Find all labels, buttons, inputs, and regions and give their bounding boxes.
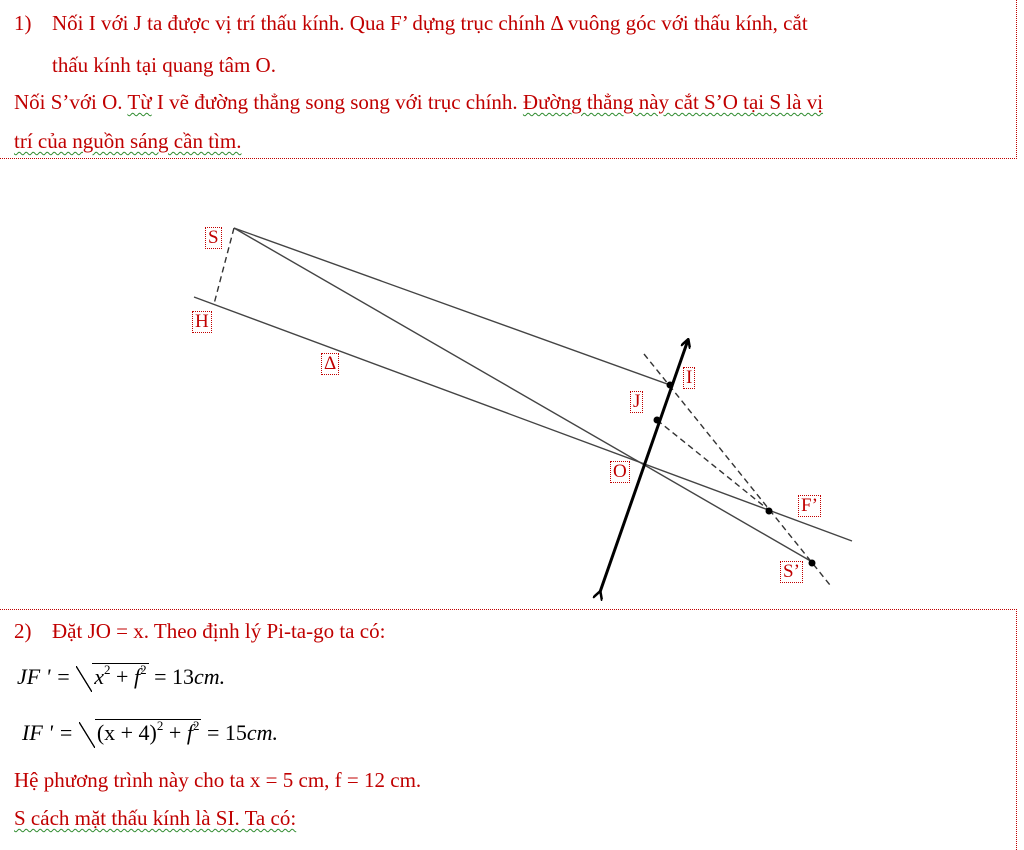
eq1-lhs: JF ' = xyxy=(17,664,71,689)
point-s-image xyxy=(809,560,816,567)
step2-intro: Đặt JO = x. Theo định lý Pi-ta-go ta có: xyxy=(52,619,386,643)
eq2-rhs-value: = 15 xyxy=(206,720,247,745)
eq2-lhs: IF ' = xyxy=(22,720,74,745)
step2-last-line xyxy=(14,805,296,831)
label-f-prime: F’ xyxy=(798,495,821,517)
step1-line1-text: Nối I với J ta được vị trí thấu kính. Qua F’ dựng trục chính Δ vuông góc với thấu kính, cắt xyxy=(52,11,808,35)
step1-number: 1) xyxy=(14,11,32,35)
eq1-rhs-value: = 13 xyxy=(154,664,194,689)
eq1-rhs-unit: cm. xyxy=(194,664,226,689)
eq1-exp-a: 2 xyxy=(104,662,111,677)
eq2-radicand-a: (x + 4) xyxy=(96,720,157,745)
point-j xyxy=(654,417,661,424)
step2-number: 2) xyxy=(14,619,32,643)
principal-axis xyxy=(194,297,852,541)
eq2-exp-b: 2 xyxy=(192,718,200,733)
step1-line4-text: trí của nguồn sáng cần tìm. xyxy=(14,129,242,153)
step2-line1 xyxy=(14,618,385,644)
ray-s-through-o xyxy=(234,228,814,563)
label-o: O xyxy=(610,461,630,483)
eq2-op: + xyxy=(163,720,187,745)
label-s: S xyxy=(205,227,222,249)
label-j: J xyxy=(630,391,643,413)
eq2-rhs-unit: cm. xyxy=(246,720,279,745)
ray-s-to-i xyxy=(234,228,670,385)
eq1-exp-b: 2 xyxy=(140,662,147,677)
step1-line2: thấu kính tại quang tâm O. xyxy=(52,53,276,77)
eq2-exp-a: 2 xyxy=(156,718,164,733)
step2-last-line-text: S cách mặt thấu kính là SI. Ta có: xyxy=(14,806,297,830)
eq2-sqrt xyxy=(79,718,202,748)
eq1-sqrt xyxy=(76,662,148,692)
label-axis-delta: Δ xyxy=(321,353,339,375)
point-f xyxy=(766,508,773,515)
step2-result: Hệ phương trình này cho ta x = 5 cm, f = 12 cm. xyxy=(14,768,422,792)
step1-line3-part-c: I vẽ đường thẳng song song với trục chính. xyxy=(151,90,523,114)
step1-line3-part-a: Nối S’với O. xyxy=(14,90,128,114)
dashed-j-f xyxy=(657,420,770,511)
label-h: H xyxy=(192,311,212,333)
eq1-radicand-b: f xyxy=(133,664,141,689)
eq2-radicand-b: f xyxy=(186,720,193,745)
point-i xyxy=(667,382,674,389)
label-s-prime: S’ xyxy=(780,561,803,583)
step1-line3-part-b: Từ xyxy=(127,90,152,114)
equation-jf xyxy=(17,662,225,692)
eq1-op: + xyxy=(110,664,134,689)
equation-if xyxy=(22,718,278,748)
step1-line3-part-d: Đường thẳng này cắt S’O tại S là vị xyxy=(522,90,824,114)
label-i: I xyxy=(683,367,695,389)
eq1-radicand-a: x xyxy=(94,664,105,689)
